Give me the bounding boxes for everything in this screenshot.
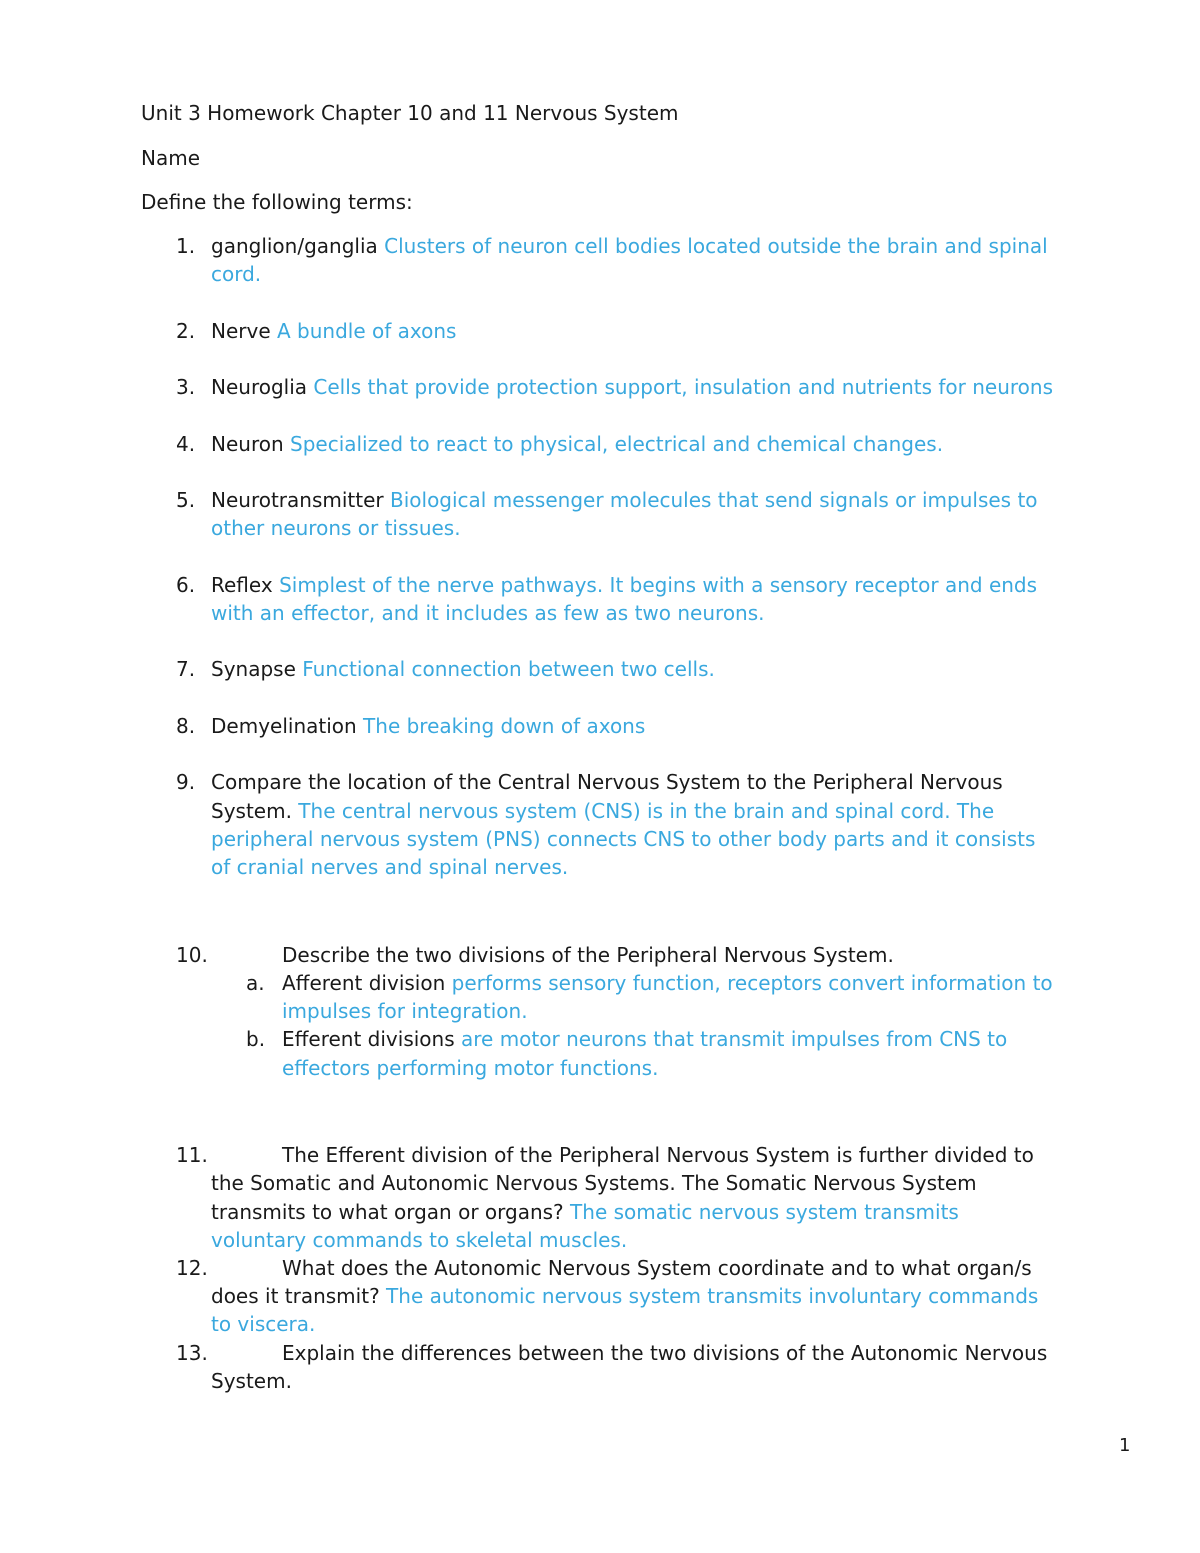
answer-continued: peripheral nervous system (PNS) connects CNS to other body parts and it consists (211, 827, 1036, 851)
sub-item-answer: performs sensory function, receptors convert information to (451, 971, 1053, 995)
item-number: 4. (176, 432, 196, 456)
term: Reflex (211, 573, 273, 597)
definition: Biological messenger molecules that send signals or impulses to (390, 488, 1038, 512)
name-label: Name (141, 146, 201, 170)
definition: Simplest of the nerve pathways. It begins with a sensory receptor and ends (279, 573, 1038, 597)
term: ganglion/ganglia (211, 234, 378, 258)
term: Synapse (211, 657, 296, 681)
definition-continued: cord. (211, 262, 262, 286)
term: Demyelination (211, 714, 357, 738)
definition: Specialized to react to physical, electrical and chemical changes. (290, 432, 944, 456)
question-text: Compare the location of the Central Nervous System to the Peripheral Nervous (211, 770, 1003, 794)
item-number: 9. (176, 770, 196, 794)
sub-item-answer-continued: impulses for integration. (282, 999, 528, 1023)
question-text-continued: transmits to what organ or organs? (211, 1200, 564, 1224)
page-number: 1 (1119, 1435, 1131, 1456)
answer-continued: voluntary commands to skeletal muscles. (211, 1228, 628, 1252)
answer: The central nervous system (CNS) is in the brain and spinal cord. The (298, 799, 995, 823)
question-text: The Efferent division of the Peripheral Nervous System is further divided to (282, 1143, 1034, 1167)
definition: Clusters of neuron cell bodies located outside the brain and spinal (384, 234, 1048, 258)
definition-continued: with an effector, and it includes as few as two neurons. (211, 601, 765, 625)
term: Neuroglia (211, 375, 308, 399)
question-text: What does the Autonomic Nervous System coordinate and to what organ/s (282, 1256, 1032, 1280)
sub-item-letter: a. (246, 971, 265, 995)
answer-continued: of cranial nerves and spinal nerves. (211, 855, 569, 879)
item-number: 7. (176, 657, 196, 681)
question-text-continued: does it transmit? (211, 1284, 380, 1308)
item-number: 12. (176, 1256, 208, 1280)
term: Nerve (211, 319, 271, 343)
term: Neuron (211, 432, 284, 456)
sub-item-term: Afferent division (282, 971, 446, 995)
sub-item-answer-continued: effectors performing motor functions. (282, 1056, 659, 1080)
question-text-continued: the Somatic and Autonomic Nervous Systems. The Somatic Nervous System (211, 1171, 977, 1195)
item-number: 5. (176, 488, 196, 512)
answer: The autonomic nervous system transmits involuntary commands (386, 1284, 1039, 1308)
item-number: 3. (176, 375, 196, 399)
definition-continued: other neurons or tissues. (211, 516, 461, 540)
item-number: 11. (176, 1143, 208, 1167)
item-number: 8. (176, 714, 196, 738)
definition: The breaking down of axons (363, 714, 646, 738)
question-text: Explain the differences between the two divisions of the Autonomic Nervous (282, 1341, 1048, 1365)
term: Neurotransmitter (211, 488, 384, 512)
question-text-continued: System. (211, 1369, 292, 1393)
document-title: Unit 3 Homework Chapter 10 and 11 Nervous System (141, 101, 679, 125)
instructions: Define the following terms: (141, 190, 413, 214)
item-number: 10. (176, 943, 208, 967)
definition: A bundle of axons (277, 319, 457, 343)
definition: Cells that provide protection support, insulation and nutrients for neurons (313, 375, 1054, 399)
answer: The somatic nervous system transmits (570, 1200, 959, 1224)
definition: Functional connection between two cells. (302, 657, 715, 681)
item-number: 1. (176, 234, 196, 258)
sub-item-answer: are motor neurons that transmit impulses from CNS to (461, 1027, 1008, 1051)
question-text-continued: System. (211, 799, 292, 823)
sub-item-term: Efferent divisions (282, 1027, 455, 1051)
item-number: 6. (176, 573, 196, 597)
answer-continued: to viscera. (211, 1312, 316, 1336)
item-number: 2. (176, 319, 196, 343)
question-text: Describe the two divisions of the Peripheral Nervous System. (282, 943, 894, 967)
sub-item-letter: b. (246, 1027, 266, 1051)
item-number: 13. (176, 1341, 208, 1365)
